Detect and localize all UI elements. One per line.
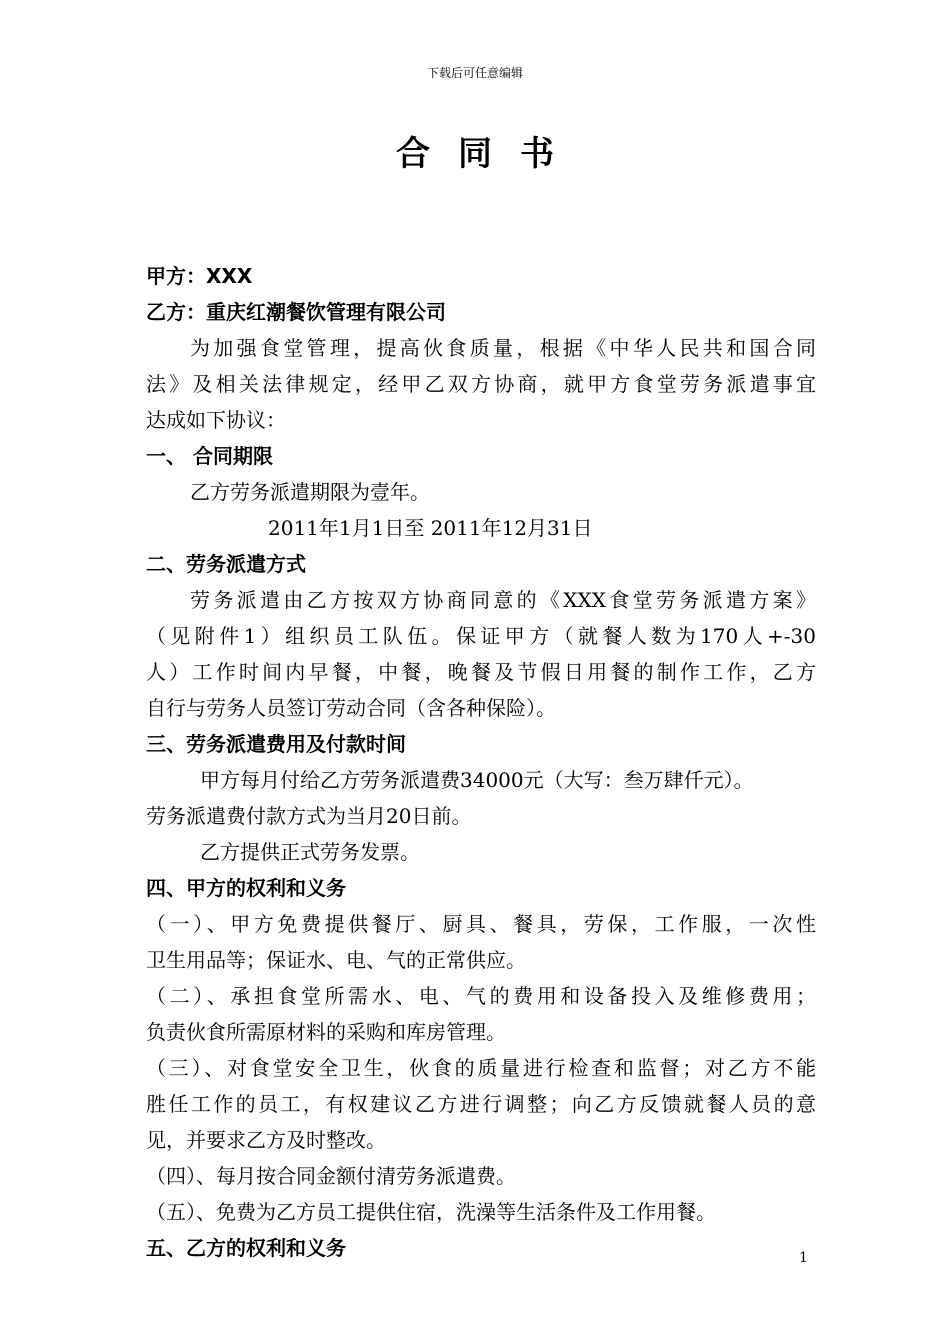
- section-heading-fees: 三、劳务派遣费用及付款时间: [146, 732, 406, 756]
- page-header-note: 下载后可任意编辑: [426, 66, 523, 80]
- paragraph-line: 自行与劳务人员签订劳动合同（含各种保险）。: [146, 696, 556, 720]
- term-dates: 2011年1月1日至 2011年12月31日: [268, 516, 593, 540]
- party-a-line: 甲方：XXX: [146, 264, 253, 288]
- paragraph-line: 甲方每月付给乙方劳务派遣费34000元（大写：叁万肆仟元）。: [200, 768, 754, 792]
- section-heading-party-b-rights: 五、乙方的权利和义务: [146, 1236, 346, 1260]
- intro-paragraph-line: 为加强食堂管理，提高伙食质量，根据《中华人民共和国合同: [190, 336, 816, 360]
- clause-line: （四）、每月按合同金额付清劳务派遣费。: [146, 1164, 516, 1188]
- paragraph-line: 乙方提供正式劳务发票。: [200, 840, 420, 864]
- paragraph-line: 人）工作时间内早餐，中餐，晚餐及节假日用餐的制作工作，乙方: [146, 660, 816, 684]
- contract-body: [146, 258, 816, 1266]
- page-number: 1: [799, 1250, 808, 1266]
- clause-line: 卫生用品等；保证水、电、气的正常供应。: [146, 948, 526, 972]
- clause-line: 负责伙食所需原材料的采购和库房管理。: [146, 1020, 506, 1044]
- clause-line: 胜任工作的员工，有权建议乙方进行调整；向乙方反馈就餐人员的意: [146, 1092, 816, 1116]
- section-heading-dispatch-method: 二、劳务派遣方式: [146, 552, 306, 576]
- party-b-line: 乙方：重庆红潮餐饮管理有限公司: [146, 300, 446, 324]
- clause-line: （三）、对食堂安全卫生，伙食的质量进行检查和监督；对乙方不能: [146, 1056, 816, 1080]
- clause-line: （二）、承担食堂所需水、电、气的费用和设备投入及维修费用；: [146, 984, 816, 1008]
- intro-paragraph-line: 达成如下协议：: [146, 408, 286, 432]
- intro-paragraph-line: 法》及相关法律规定，经甲乙双方协商，就甲方食堂劳务派遣事宜: [146, 372, 816, 396]
- paragraph-line: 乙方劳务派遣期限为壹年。: [190, 480, 430, 504]
- section-heading-party-a-rights: 四、甲方的权利和义务: [146, 876, 346, 900]
- clause-line: （五）、免费为乙方员工提供住宿，洗澡等生活条件及工作用餐。: [146, 1200, 716, 1224]
- section-heading-term: 一、 合同期限: [146, 444, 273, 468]
- clause-line: （一）、甲方免费提供餐厅、厨具、餐具，劳保，工作服，一次性: [146, 912, 816, 936]
- clause-line: 见，并要求乙方及时整改。: [146, 1128, 386, 1152]
- paragraph-line: 劳务派遣由乙方按双方协商同意的《XXX食堂劳务派遣方案》: [190, 588, 816, 612]
- paragraph-line: 劳务派遣费付款方式为当月20日前。: [146, 804, 472, 828]
- document-title: 合同书: [396, 134, 582, 174]
- paragraph-line: （见附件1）组织员工队伍。保证甲方（就餐人数为170人+-30: [146, 624, 816, 648]
